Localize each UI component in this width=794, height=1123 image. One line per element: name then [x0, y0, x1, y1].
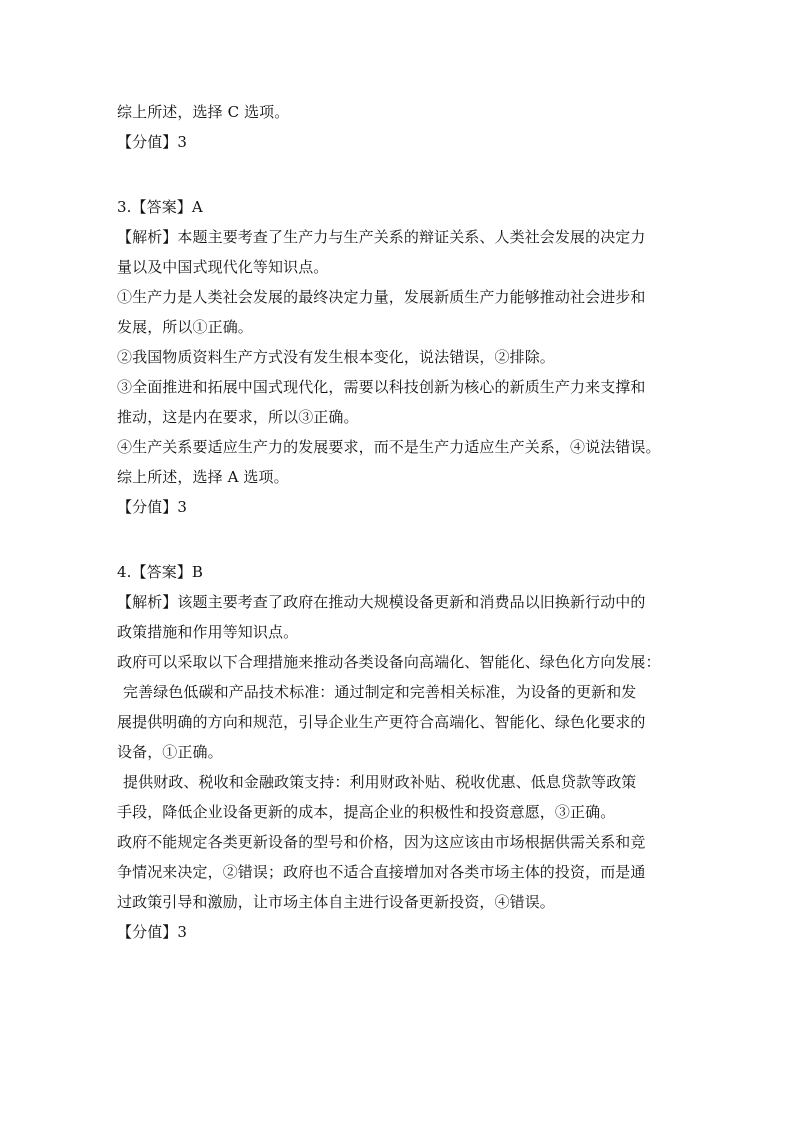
- text-line: 政府不能规定各类更新设备的型号和价格，因为这应该由市场根据供需关系和竞: [117, 833, 646, 851]
- score-line: 【分值】3: [117, 498, 188, 516]
- analysis-line: 【解析】该题主要考查了政府在推动大规模设备更新和消费品以旧换新行动中的: [117, 593, 646, 611]
- answer-heading: 3.【答案】A: [117, 198, 203, 216]
- text-line: 综上所述，选择 A 选项。: [117, 468, 289, 486]
- text-line: 政策措施和作用等知识点。: [117, 623, 299, 641]
- text-line: 手段，降低企业设备更新的成本，提高企业的积极性和投资意愿，③正确。: [117, 803, 616, 821]
- text-line: 展提供明确的方向和规范，引导企业生产更符合高端化、智能化、绿色化要求的: [117, 713, 646, 731]
- text-line: 推动，这是内在要求，所以③正确。: [117, 408, 359, 426]
- text-line: 争情况来决定，②错误；政府也不适合直接增加对各类市场主体的投资，而是通: [117, 863, 646, 881]
- analysis-line: 【解析】本题主要考查了生产力与生产关系的辩证关系、人类社会发展的决定力: [117, 228, 646, 246]
- text-line: 综上所述，选择 C 选项。: [117, 103, 290, 121]
- text-line: ④生产关系要适应生产力的发展要求，而不是生产力适应生产关系，④说法错误。: [117, 438, 661, 456]
- text-line: 完善绿色低碳和产品技术标准：通过制定和完善相关标准，为设备的更新和发: [123, 683, 637, 701]
- text-line: ②我国物质资料生产方式没有发生根本变化，说法错误，②排除。: [117, 348, 555, 366]
- text-line: 过政策引导和激励，让市场主体自主进行设备更新投资，④错误。: [117, 893, 555, 911]
- text-line: 量以及中国式现代化等知识点。: [117, 258, 329, 276]
- text-line: ①生产力是人类社会发展的最终决定力量，发展新质生产力能够推动社会进步和: [117, 288, 646, 306]
- text-line: 发展，所以①正确。: [117, 318, 253, 336]
- text-line: 政府可以采取以下合理措施来推动各类设备向高端化、智能化、绿色化方向发展：: [117, 653, 661, 671]
- answer-heading: 4.【答案】B: [117, 563, 204, 581]
- text-line: 提供财政、税收和金融政策支持：利用财政补贴、税收优惠、低息贷款等政策: [123, 773, 637, 791]
- score-line: 【分值】3: [117, 133, 188, 151]
- text-line: ③全面推进和拓展中国式现代化，需要以科技创新为核心的新质生产力来支撑和: [117, 378, 646, 396]
- text-line: 设备，①正确。: [117, 743, 223, 761]
- score-line: 【分值】3: [117, 923, 188, 941]
